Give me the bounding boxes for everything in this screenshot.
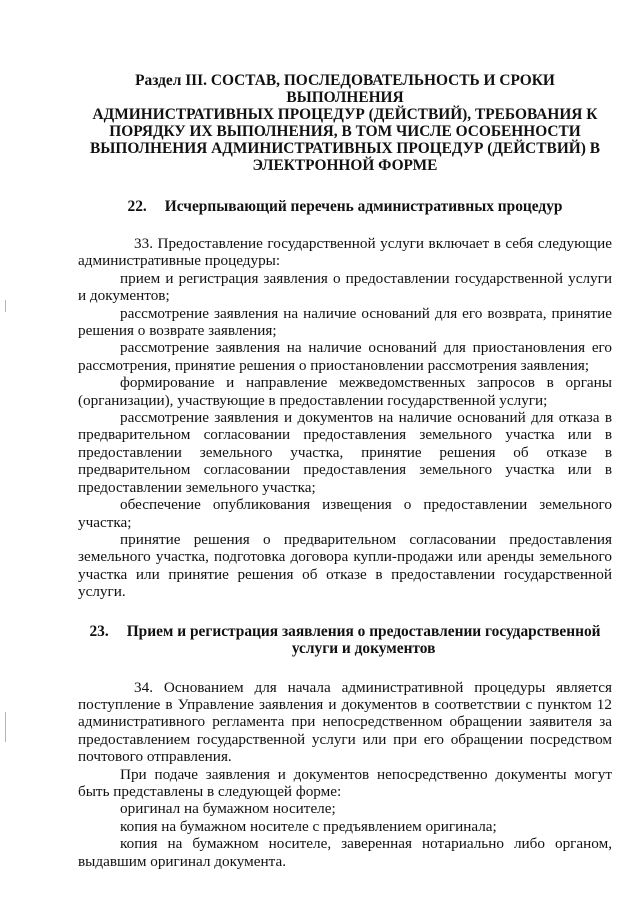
paragraph-submission: При подаче заявления и документов непосредственно документы могут быть представлены в следующей форме: [78,765,612,800]
list-item-procedure: формирование и направление межведомственных запросов в органы (организации), участвующие в предоставлении государственной услуги; [78,374,612,409]
list-item-procedure: обеспечение опубликования извещения о предоставлении земельного участка; [78,496,612,531]
list-item-procedure: рассмотрение заявления и документов на наличие оснований для отказа в предварительном согласовании предоставления земельного участка или в предоставлении земельного участка, принятие решения об отказе в предварительном согласовании предоставления земельного участка или в предоставлении земельного участка; [78,409,612,496]
section-title: Раздел III. СОСТАВ, ПОСЛЕДОВАТЕЛЬНОСТЬ И СРОКИ ВЫПОЛНЕНИЯ АДМИНИСТРАТИВНЫХ ПРОЦЕДУР (ДЕЙСТВИЙ), ТРЕБОВАНИЯ К ПОРЯДКУ ИХ ВЫПОЛНЕНИЯ, В ТОМ ЧИСЛЕ ОСОБЕННОСТИ ВЫПОЛНЕНИЯ АДМИНИСТРАТИВНЫХ ПРОЦЕДУР (ДЕЙСТВИЙ) В ЭЛЕКТРОННОЙ ФОРМЕ [89,72,600,174]
subsection-22-number: 22. [127,198,147,215]
scan-edge-mark [5,300,6,312]
paragraph-33: 33. Предоставление государственной услуги включает в себя следующие административные процедуры: [78,235,612,270]
subsection-22-title: Исчерпывающий перечень административных процедур [164,198,563,215]
scan-edge-mark [5,712,6,742]
subsection-23-number: 23. [89,622,109,640]
list-item-form: копия на бумажном носителе, заверенная нотариально либо органом, выдавшим оригинал документа. [78,835,612,870]
subsection-23-title: Прием и регистрация заявления о предоставлении государственной услуги и документов [126,622,601,657]
list-item-procedure: рассмотрение заявления на наличие оснований для его возврата, принятие решения о возврате заявления; [78,304,612,340]
subsection-22-heading [78,198,612,215]
subsection-23-heading [78,623,612,657]
document-page [78,72,612,870]
list-item-form: копия на бумажном носителе с предъявлением оригинала; [120,817,497,835]
paragraph-34: 34. Основанием для начала административной процедуры является поступление в Управление заявления и документов в соответствии с пунктом 12 административного регламента при непосредственном обращении заявителя за предоставлением государственной услуги или при его обращении посредством почтового отправления. [78,678,612,766]
list-item-procedure: рассмотрение заявления на наличие оснований для приостановления его рассмотрения, принятие решения о приостановлении рассмотрения заявления; [78,339,612,374]
list-item-procedure: принятие решения о предварительном согласовании предоставления земельного участка, подготовка договора купли-продажи или аренды земельного участка или принятие решения об отказе в предоставлении государственной услуги. [78,530,612,601]
list-item-procedure: прием и регистрация заявления о предоставлении государственной услуги и документов; [78,269,612,305]
list-item-form: оригинал на бумажном носителе; [120,800,336,818]
